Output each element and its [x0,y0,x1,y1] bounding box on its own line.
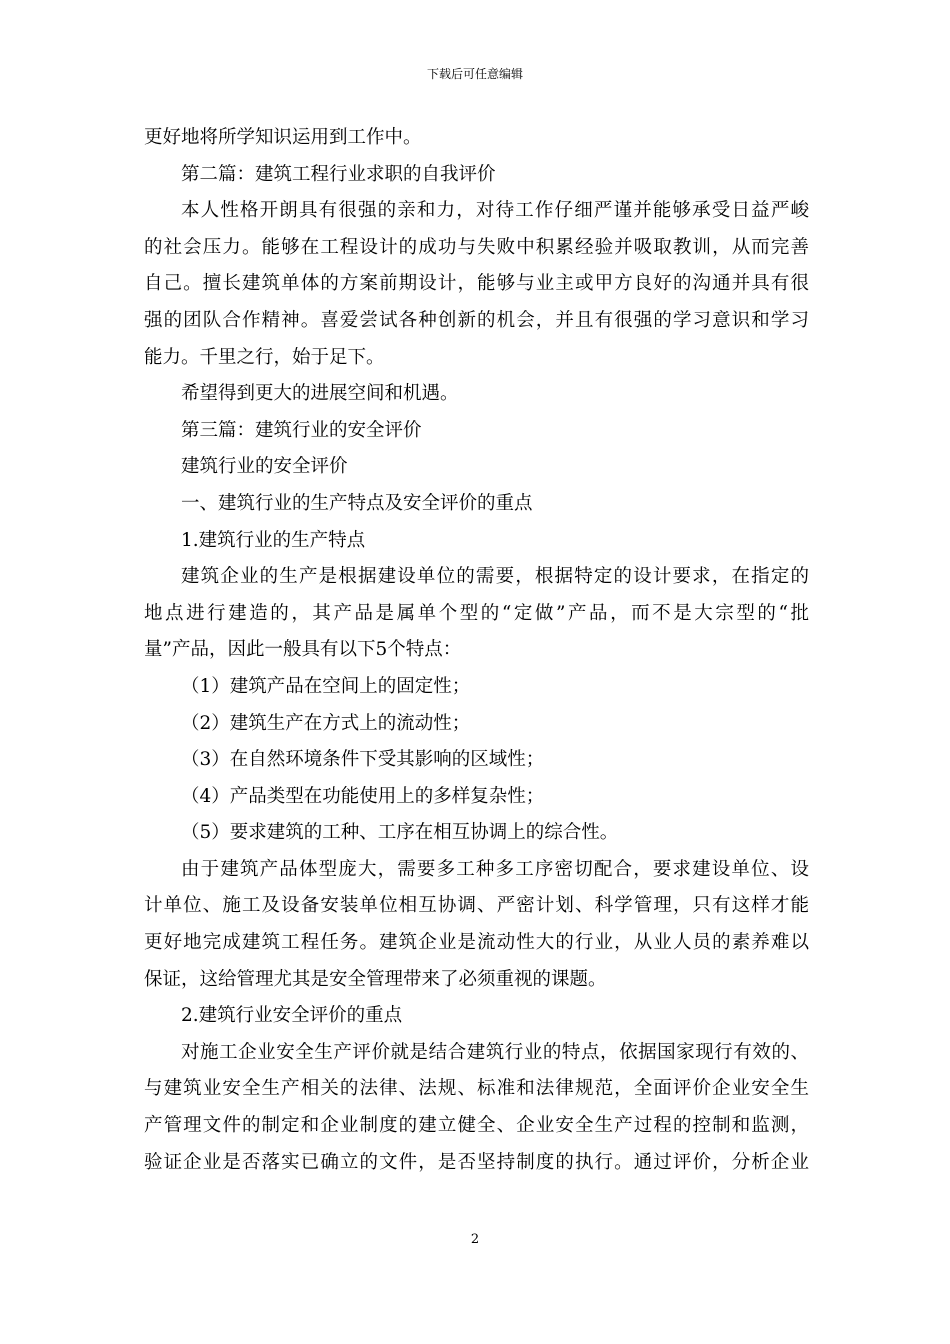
page-header: 下载后可任意编辑 [426,67,523,81]
text-line: 量”产品，因此一般具有以下5个特点： [144,639,462,661]
text-line: 产管理文件的制定和企业制度的建立健全、企业安全生产过程的控制和监测， [144,1115,809,1137]
text-line: 一、建筑行业的生产特点及安全评价的重点 [181,492,533,514]
document-body [144,120,809,1181]
text-line: 能力。千里之行，始于足下。 [144,346,385,368]
text-line: 更好地将所学知识运用到工作中。 [144,127,422,148]
text-line: 由于建筑产品体型庞大，需要多工种多工序密切配合，要求建设单位、设 [181,858,809,880]
text-line: 希望得到更大的进展空间和机遇。 [181,383,459,405]
text-line: 与建筑业安全生产相关的法律、法规、标准和法律规范，全面评价企业安全生 [144,1078,809,1100]
text-line: 的社会压力。能够在工程设计的成功与失败中积累经验并吸取教训，从而完善 [144,236,809,258]
text-line: （4）产品类型在功能使用上的多样复杂性； [181,785,545,807]
text-line: （5）要求建筑的工种、工序在相互协调上的综合性。 [181,822,619,844]
text-line: 本人性格开朗具有很强的亲和力，对待工作仔细严谨并能够承受日益严峻 [181,200,809,222]
text-line: 验证企业是否落实已确立的文件，是否坚持制度的执行。通过评价，分析企业 [144,1151,809,1173]
text-line: 第三篇：建筑行业的安全评价 [181,419,422,441]
text-line: 建筑行业的安全评价 [181,456,348,478]
text-line: 更好地完成建筑工程任务。建筑企业是流动性大的行业，从业人员的素养难以 [144,932,809,954]
text-line: 强的团队合作精神。喜爱尝试各种创新的机会，并且有很强的学习意识和学习 [144,309,809,331]
text-line: 自己。擅长建筑单体的方案前期设计，能够与业主或甲方良好的沟通并具有很 [144,273,809,295]
text-line: （2）建筑生产在方式上的流动性； [181,712,471,734]
text-line: 1.建筑行业的生产特点 [181,529,366,551]
text-line: （1）建筑产品在空间上的固定性； [181,675,471,697]
text-line: 地点进行建造的，其产品是属单个型的“定做”产品，而不是大宗型的“批 [144,602,809,624]
text-line: 计单位、施工及设备安装单位相互协调、严密计划、科学管理，只有这样才能 [144,895,809,917]
text-line: 保证，这给管理尤其是安全管理带来了必须重视的课题。 [144,968,607,990]
text-line: 2.建筑行业安全评价的重点 [181,1005,403,1027]
page-number: 2 [470,1232,480,1247]
text-line: 对施工企业安全生产评价就是结合建筑行业的特点，依据国家现行有效的、 [181,1041,809,1063]
text-line: 第二篇：建筑工程行业求职的自我评价 [181,163,496,185]
text-line: （3）在自然环境条件下受其影响的区域性； [181,749,545,771]
text-line: 建筑企业的生产是根据建设单位的需要，根据特定的设计要求，在指定的 [181,566,809,588]
